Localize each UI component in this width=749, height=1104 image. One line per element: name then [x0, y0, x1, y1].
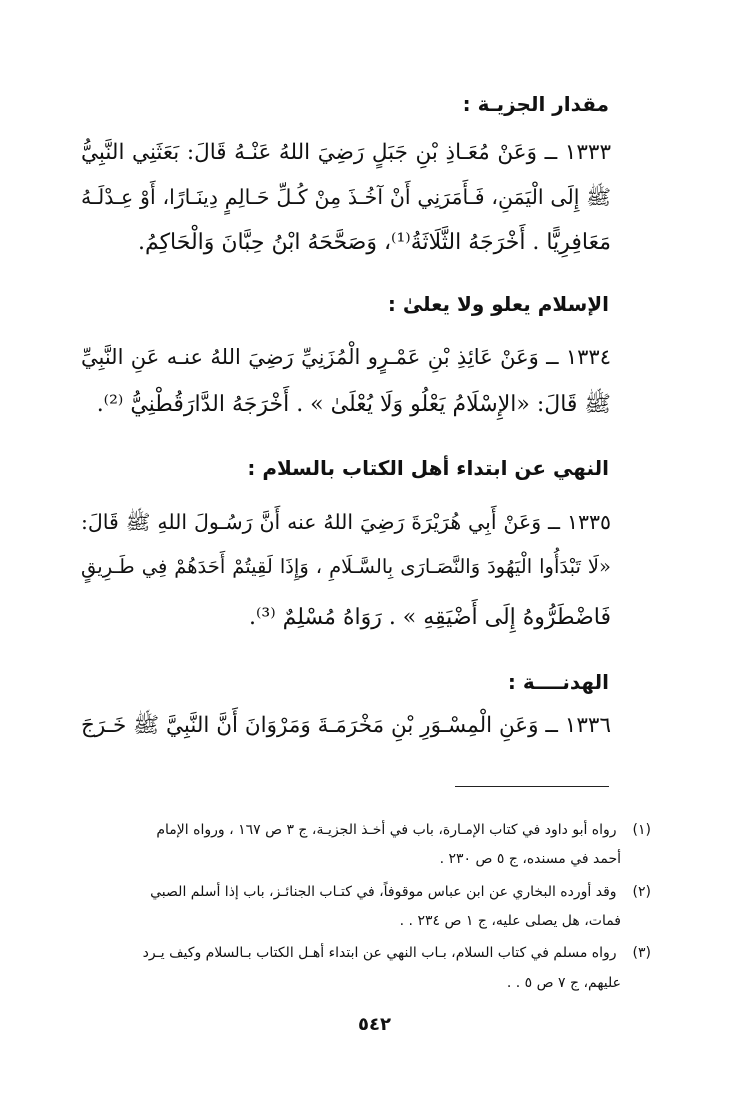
section-heading-islam: الإسلام يعلو ولا يعلىٰ :: [387, 292, 609, 316]
hadith-1335-line-1: ١٣٣٥ ــ وَعَنْ أَبِي هُرَيْرَةَ رَضِيَ اللهُ عنه أَنَّ رَسُـولَ اللهِ ﷺ قَالَ:: [81, 510, 611, 534]
footnote-3-number: (٣): [632, 945, 651, 961]
footnote-2-line-2: فمات، هل يصلى عليه، ج ١ ص ٢٣٤ . .: [399, 913, 621, 929]
hadith-1334-line-1: ١٣٣٤ ــ وَعَنْ عَائِذِ بْنِ عَمْـرٍو الْمُزَنِيِّ رَضِيَ اللهُ عنـه عَنِ النَّبِيِّ: [81, 345, 611, 369]
section-heading-salam: النهي عن ابتداء أهل الكتاب بالسلام :: [247, 456, 609, 480]
footnote-3-line-1: [73, 945, 651, 961]
footnote-3-text: رواه مسلم في كتاب السلام، بـاب النهي عن ابتداء أهـل الكتاب بـالسلام وكيف يـرد: [142, 945, 617, 961]
footnote-separator: [455, 786, 609, 787]
section-heading-hudna: الهدنــــة :: [507, 670, 609, 694]
footnote-2-text: وقد أورده البخاري عن ابن عباس موقوفاً، في كتـاب الجنائـز، باب إذا أسلم الصبي: [150, 884, 617, 900]
hadith-1333-line-2: ﷺ إِلَى الْيَمَنِ، فَـأَمَرَنِي أَنْ آخُـذَ مِنْ كُـلِّ حَـالِمٍ دِينَـارًا، أَوْ عِـدْلَـهُ: [81, 185, 611, 209]
footnote-2-line-1: [73, 884, 651, 900]
footnote-1-line-2: أحمد في مسنده، ج ٥ ص ٢٣٠ .: [439, 851, 621, 867]
footnote-1-line-1: [73, 822, 651, 838]
hadith-1335-line-3: فَاضْطَرُّوهُ إِلَى أَضْيَقِهِ » . رَوَاهُ مُسْلِمٌ ⁽³⁾.: [248, 605, 611, 630]
hadith-1334-line-2: ﷺ قَالَ: «الإِسْلَامُ يَعْلُو وَلَا يُعْلَىٰ » . أَخْرَجَهُ الدَّارَقُطْنِيُّ ⁽²⁾.: [96, 392, 611, 417]
footnote-2-number: (٢): [632, 884, 651, 900]
hadith-1333-line-1: ١٣٣٣ ــ وَعَنْ مُعَـاذِ بْنِ جَبَلٍ رَضِيَ اللهُ عَنْـهُ قَالَ: بَعَثَنِي النَّبِيُّ: [81, 140, 611, 165]
section-heading-jizya: مقدار الجزيـة :: [462, 92, 609, 116]
hadith-1333-line-3: مَعَافِرِيًّا . أَخْرَجَهُ الثَّلَاثَةُ⁽¹⁾، وَصَحَّحَهُ ابْنُ حِبَّانَ وَالْحَاكِمُ.: [137, 230, 611, 255]
hadith-1336-line-1: ١٣٣٦ ــ وَعَنِ الْمِسْـوَرِ بْنِ مَخْرَمَـةَ وَمَرْوَانَ أَنَّ النَّبِيَّ ﷺ خَـرَجَ: [81, 713, 611, 738]
footnote-3-line-2: عليهم، ج ٧ ص ٥ . .: [506, 975, 621, 991]
hadith-1335-line-2: «لَا تَبْدَأُوا الْيَهُودَ وَالنَّصَـارَى بِالسَّـلَامِ ، وَإِذَا لَقِيتُمْ أَحَدَهُمْ فِي طَـرِيقٍ: [81, 555, 611, 578]
footnote-1-text: رواه أبو داود في كتاب الإمـارة، باب في أخـذ الجزيـة، ج ٣ ص ١٦٧ ، ورواه الإمام: [156, 822, 617, 838]
page-number: ٥٤٢: [358, 1014, 391, 1035]
footnote-1-number: (١): [632, 822, 651, 838]
